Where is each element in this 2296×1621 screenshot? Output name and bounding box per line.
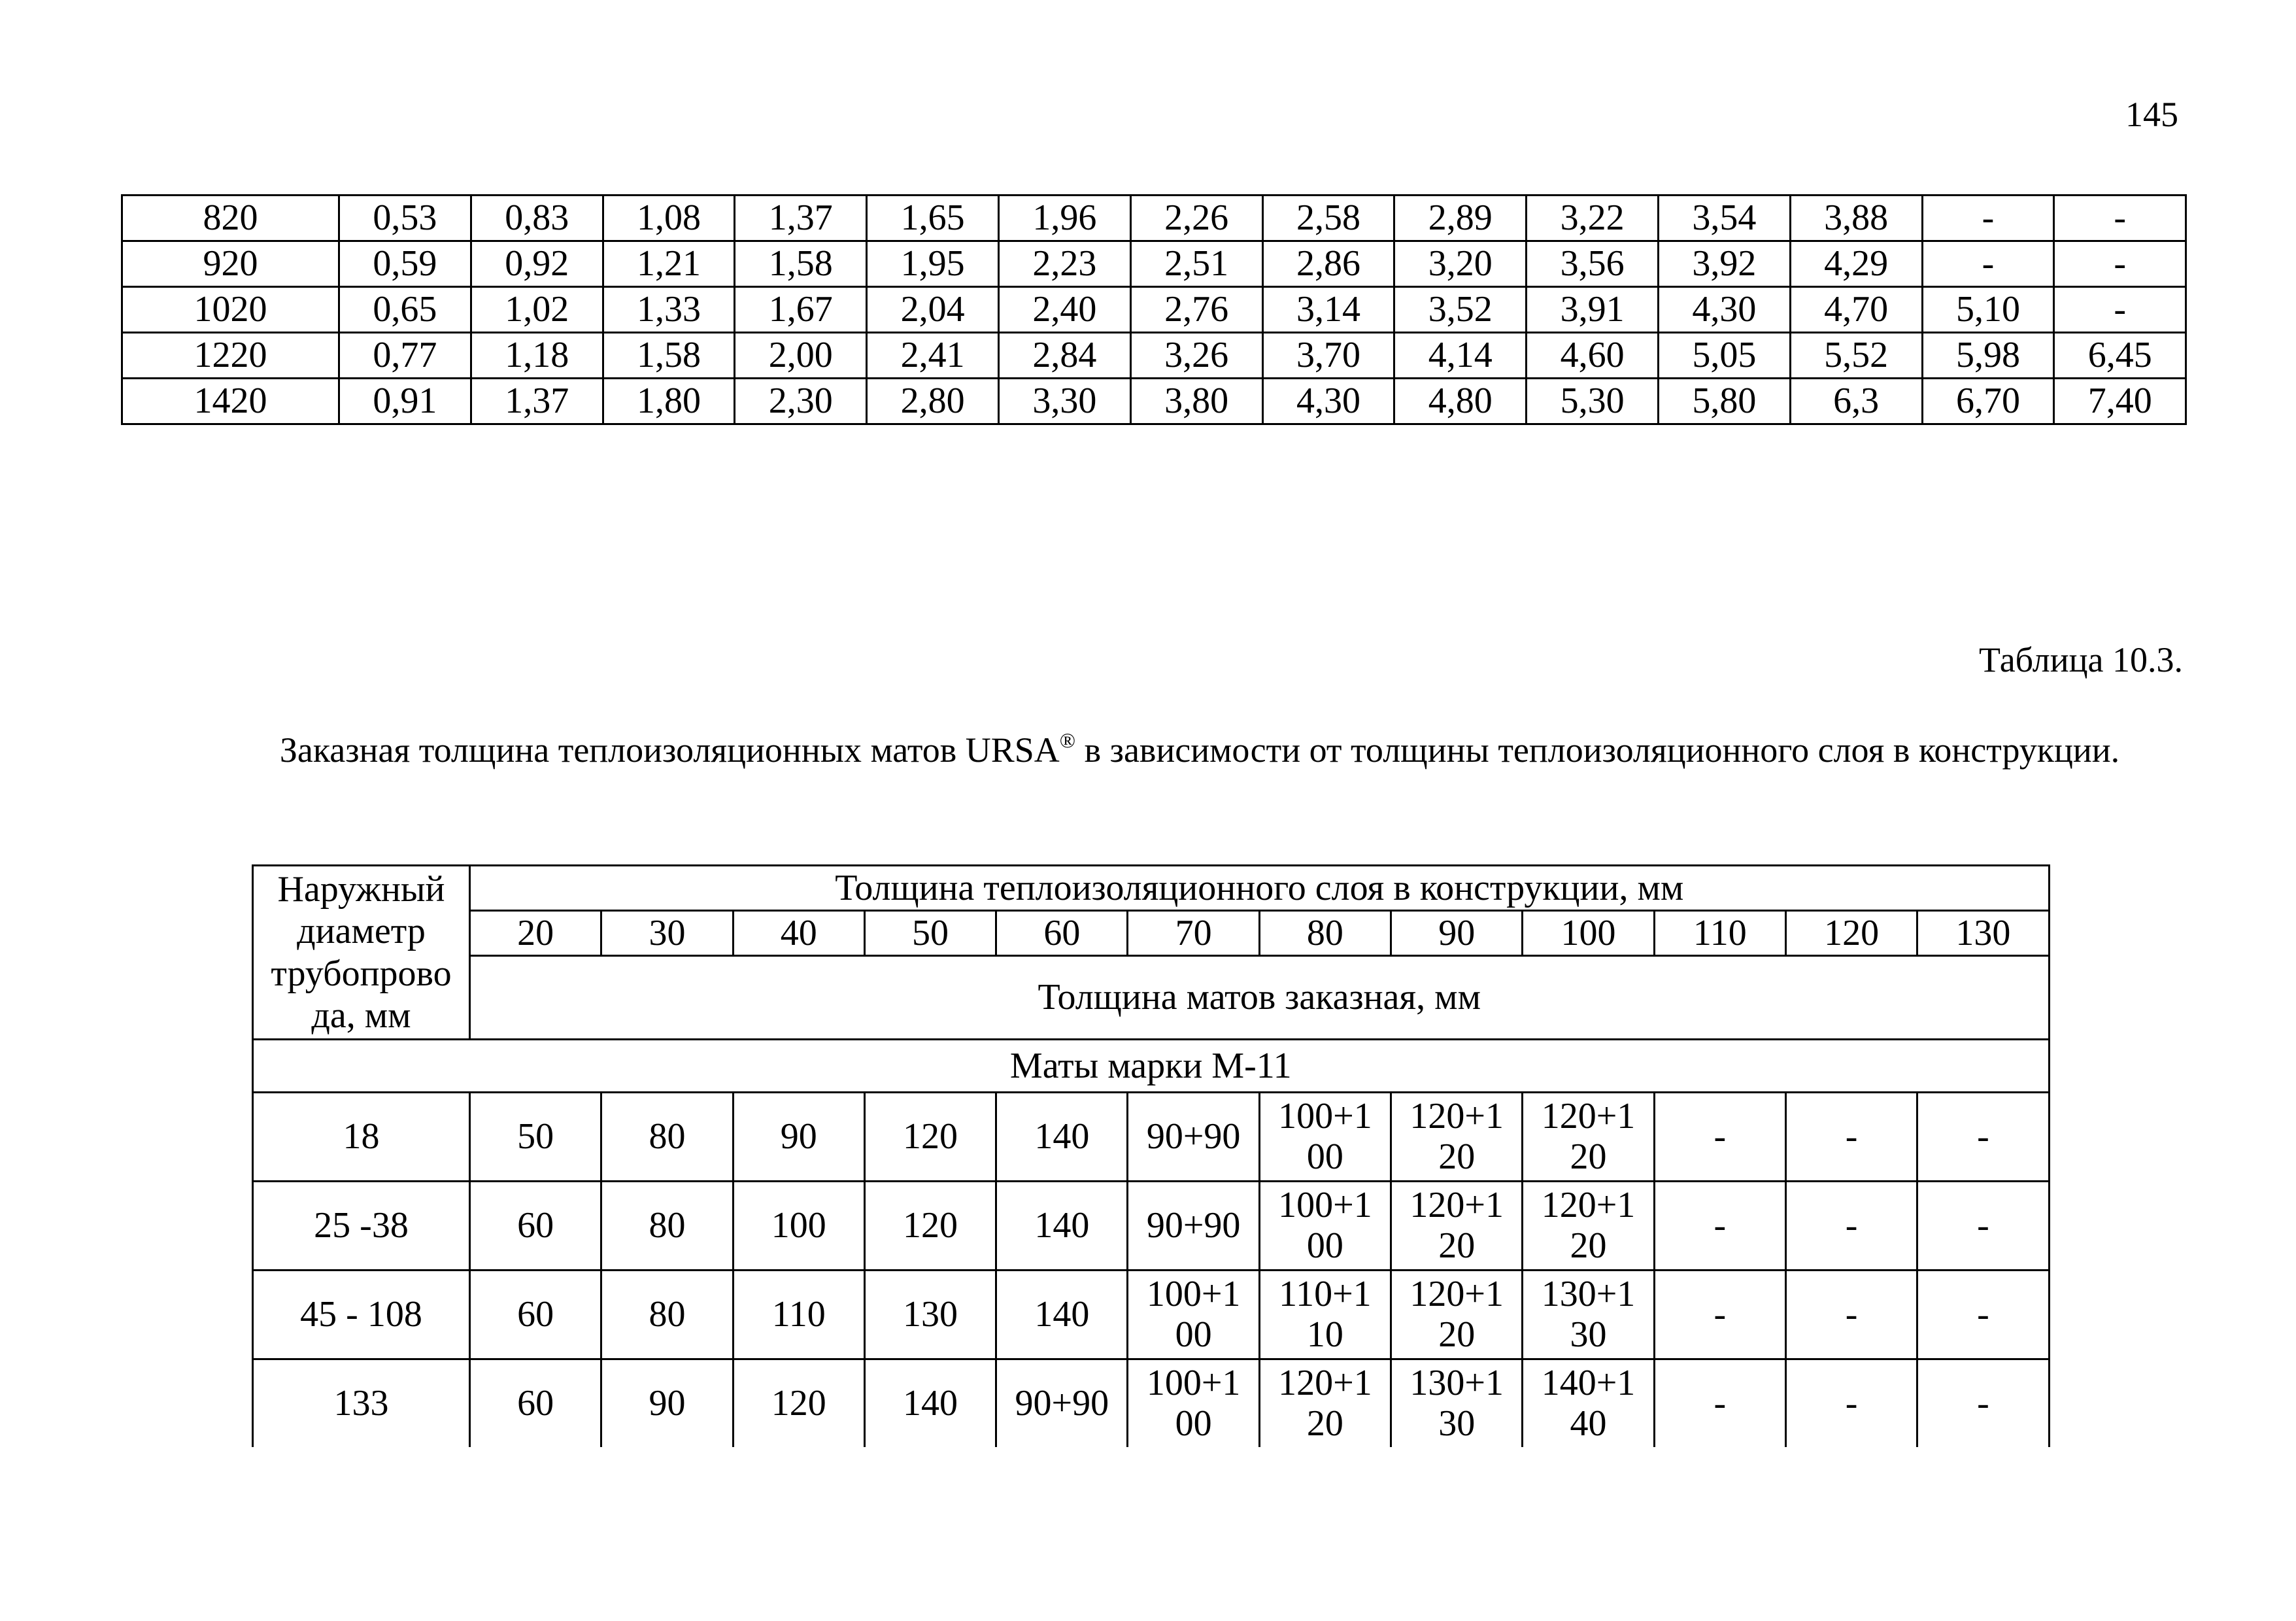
value-cell: 3,92 [1658,241,1790,287]
cell-text-line: 40 [1570,1403,1607,1444]
diameter-cell: 1220 [122,333,339,379]
mat-thickness-cell [1128,1271,1259,1359]
row-header-line: да, мм [311,995,411,1036]
mat-thickness-cell [1391,1182,1523,1271]
table-title [275,727,2125,774]
mat-thickness-cell [1128,1093,1259,1182]
mat-thickness-cell [601,1093,733,1182]
value-cell: 4,30 [1658,287,1790,333]
value-cell: 2,51 [1130,241,1262,287]
value-cell: 4,14 [1394,333,1527,379]
mat-thickness-cell [470,1093,601,1182]
mat-thickness-cell [1523,1271,1654,1359]
value-cell: 4,70 [1790,287,1922,333]
mat-thickness-cell [470,1271,601,1359]
value-cell: 3,70 [1262,333,1394,379]
value-cell: 1,96 [998,196,1130,241]
cell-text-line: - [1977,1382,1989,1424]
value-cell: 1,58 [603,333,735,379]
cell-text-line: 10 [1306,1314,1343,1355]
mat-thickness-cell [996,1271,1128,1359]
value-cell: 2,30 [735,379,867,424]
value-cell: 5,80 [1658,379,1790,424]
value-cell: 0,91 [339,379,471,424]
cell-text-line: 50 [517,1116,554,1157]
cell-text-line: 80 [649,1116,686,1157]
thickness-header-cell: 40 [733,911,864,956]
cell-text-line: 90 [780,1116,817,1157]
cell-text-line: 30 [1570,1314,1607,1355]
cell-text-line: 00 [1175,1314,1212,1355]
cell-text-line: - [1845,1382,1858,1424]
value-cell: 1,65 [867,196,999,241]
mat-thickness-cell [1391,1093,1523,1182]
header-row [253,866,2050,911]
row-header-line: Наружный [277,868,445,910]
value-cell: 6,45 [2054,333,2186,379]
value-cell: 3,56 [1527,241,1659,287]
value-cell: 0,59 [339,241,471,287]
cell-text-line: 90+90 [1146,1204,1241,1246]
section-row [253,1040,2050,1093]
mat-thickness-cell [1917,1271,2049,1359]
value-cell: 2,86 [1262,241,1394,287]
cell-text-line: 60 [517,1382,554,1424]
mat-thickness-cell [470,1182,601,1271]
value-cell: 0,53 [339,196,471,241]
mat-thickness-cell [1917,1182,2049,1271]
value-cell: 3,14 [1262,287,1394,333]
cell-text-line: 120+1 [1410,1095,1504,1136]
mat-thickness-cell [1785,1359,1917,1448]
cell-text-line: 130+1 [1541,1273,1636,1314]
value-cell: 5,10 [1922,287,2054,333]
mat-thickness-cell [1128,1359,1259,1448]
value-cell: 4,80 [1394,379,1527,424]
value-cell: 1,95 [867,241,999,287]
value-cell: 2,58 [1262,196,1394,241]
value-cell: 3,54 [1658,196,1790,241]
cell-text-line: 120 [903,1204,958,1246]
value-cell: - [2054,196,2186,241]
mat-thickness-cell [470,1359,601,1448]
mat-thickness-cell [1391,1271,1523,1359]
cell-text-line: 20 [1570,1225,1607,1266]
page-number: 145 [2125,95,2178,134]
mat-thickness-cell [1785,1182,1917,1271]
value-cell: 5,05 [1658,333,1790,379]
table-row [253,1271,2050,1359]
thickness-header-cell: 60 [996,911,1128,956]
thickness-header-cell: 30 [601,911,733,956]
table-row [253,1093,2050,1182]
mat-thickness-cell [733,1093,864,1182]
cell-text-line: 120+1 [1410,1184,1504,1225]
cell-text-line: 100+1 [1146,1362,1241,1403]
value-cell: 1,58 [735,241,867,287]
value-cell: 5,30 [1527,379,1659,424]
mat-thickness-cell [1654,1359,1785,1448]
value-cell: 2,80 [867,379,999,424]
value-cell: 2,23 [998,241,1130,287]
cell-text-line: 120 [771,1382,826,1424]
value-cell: 5,98 [1922,333,2054,379]
cell-text-line: - [1977,1116,1989,1157]
cell-text-line: 90+90 [1146,1116,1241,1157]
value-cell: 2,04 [867,287,999,333]
value-cell: - [2054,287,2186,333]
value-cell: 3,91 [1527,287,1659,333]
value-cell: 4,60 [1527,333,1659,379]
mat-thickness-cell [864,1271,996,1359]
mat-thickness-cell [1128,1182,1259,1271]
mat-thickness-cell [1917,1093,2049,1182]
value-cell: 2,40 [998,287,1130,333]
mat-thickness-cell [601,1359,733,1448]
cell-text-line: 140+1 [1541,1362,1636,1403]
cell-text-line: - [1714,1204,1727,1246]
thickness-header-cell: 70 [1128,911,1259,956]
cell-text-line: 100 [771,1204,826,1246]
cell-text-line: 120+1 [1541,1184,1636,1225]
value-cell: 7,40 [2054,379,2186,424]
value-cell: 4,30 [1262,379,1394,424]
cell-text-line: - [1714,1293,1727,1335]
table-row [122,379,2186,424]
registered-trademark-sign: ® [1059,728,1076,752]
value-cell: 0,77 [339,333,471,379]
value-cell: 1,67 [735,287,867,333]
mat-thickness-cell [601,1182,733,1271]
value-cell: 3,22 [1527,196,1659,241]
mat-thickness-cell [1259,1271,1391,1359]
table-row [122,196,2186,241]
diameter-column-header [253,866,470,1040]
diameter-cell: 18 [253,1093,470,1182]
thickness-header-cell: 50 [864,911,996,956]
ordered-mat-thickness-header: Толщина матов заказная, мм [470,956,2050,1040]
mat-thickness-cell [1259,1359,1391,1448]
table-title-rest: в зависимости от толщины теплоизоляционного слоя в конструкции. [1075,730,2120,770]
mat-thickness-cell [1785,1093,1917,1182]
cell-text-line: 00 [1306,1225,1343,1266]
mat-thickness-cell [733,1359,864,1448]
cell-text-line: - [1845,1293,1858,1335]
cell-text-line: 60 [517,1293,554,1335]
value-cell: 1,02 [471,287,603,333]
cell-text-line: 140 [1034,1116,1090,1157]
value-cell: 1,37 [471,379,603,424]
value-cell: 2,84 [998,333,1130,379]
sub-header-row [253,956,2050,1040]
cell-text-line: - [1845,1116,1858,1157]
cell-text-line: 120 [903,1116,958,1157]
mat-thickness-cell [1654,1093,1785,1182]
thickness-group-header: Толщина теплоизоляционного слоя в конструкции, мм [470,866,2050,911]
mat-thickness-cell [1391,1359,1523,1448]
thickness-header-cell: 100 [1523,911,1654,956]
cell-text-line: 130 [903,1293,958,1335]
mat-thickness-cell [1259,1182,1391,1271]
cell-text-line: 00 [1175,1403,1212,1444]
thickness-header-cell: 130 [1917,911,2049,956]
value-cell: 3,80 [1130,379,1262,424]
cell-text-line: 120+1 [1410,1273,1504,1314]
value-cell: 0,83 [471,196,603,241]
value-cell: 0,92 [471,241,603,287]
mat-thickness-cell [1259,1093,1391,1182]
cell-text-line: 140 [903,1382,958,1424]
value-cell: 3,52 [1394,287,1527,333]
cell-text-line: 80 [649,1293,686,1335]
cell-text-line: 120+1 [1278,1362,1372,1403]
value-cell: 2,76 [1130,287,1262,333]
cell-text-line: 20 [1438,1314,1476,1355]
table-label: Таблица 10.3. [1979,640,2183,679]
cell-text-line: 130+1 [1410,1362,1504,1403]
mat-thickness-cell [1654,1182,1785,1271]
cell-text-line: 80 [649,1204,686,1246]
mat-thickness-cell [996,1182,1128,1271]
cell-text-line: - [1977,1204,1989,1246]
value-cell: 3,30 [998,379,1130,424]
mat-thickness-cell [996,1093,1128,1182]
table-row [122,287,2186,333]
cell-text-line: 90+90 [1015,1382,1109,1424]
continuation-table [121,194,2187,425]
cell-text-line: 90 [649,1382,686,1424]
thickness-header-cell: 80 [1259,911,1391,956]
table-row [122,241,2186,287]
value-cell: - [1922,196,2054,241]
cell-text-line: 110+1 [1279,1273,1372,1314]
value-cell: 1,08 [603,196,735,241]
cell-text-line: 100+1 [1278,1184,1372,1225]
mat-thickness-table [252,864,2050,1447]
cell-text-line: 110 [771,1293,826,1335]
cell-text-line: 140 [1034,1204,1090,1246]
mat-thickness-cell [864,1093,996,1182]
value-cell: 1,18 [471,333,603,379]
mat-thickness-cell [1654,1271,1785,1359]
cell-text-line: 00 [1306,1136,1343,1177]
value-cell: 3,26 [1130,333,1262,379]
value-cell: 6,70 [1922,379,2054,424]
thickness-header-cell: 120 [1785,911,1917,956]
diameter-cell: 920 [122,241,339,287]
mat-thickness-cell [864,1359,996,1448]
mat-thickness-cell [601,1271,733,1359]
mat-thickness-cell [1523,1359,1654,1448]
value-cell: 0,65 [339,287,471,333]
cell-text-line: 140 [1034,1293,1090,1335]
mat-thickness-cell [1523,1182,1654,1271]
cell-text-line: - [1845,1204,1858,1246]
table-row [253,1182,2050,1271]
section-title: Маты марки М-11 [253,1040,2050,1093]
value-cell: - [2054,241,2186,287]
table-row [122,333,2186,379]
value-cell: 1,21 [603,241,735,287]
cell-text-line: 60 [517,1204,554,1246]
cell-text-line: - [1977,1293,1989,1335]
diameter-cell: 45 - 108 [253,1271,470,1359]
value-cell: 2,41 [867,333,999,379]
mat-thickness-cell [996,1359,1128,1448]
cell-text-line: 120+1 [1541,1095,1636,1136]
value-cell: 1,80 [603,379,735,424]
mat-thickness-cell [1917,1359,2049,1448]
cell-text-line: 20 [1438,1225,1476,1266]
value-cell: 5,52 [1790,333,1922,379]
mat-thickness-cell [1785,1271,1917,1359]
table-row [253,1359,2050,1448]
cell-text-line: - [1714,1116,1727,1157]
value-cell: 3,88 [1790,196,1922,241]
thickness-header-cell: 110 [1654,911,1785,956]
value-cell: 2,89 [1394,196,1527,241]
thickness-header-cell: 20 [470,911,601,956]
value-cell: 6,3 [1790,379,1922,424]
thickness-header-cell: 90 [1391,911,1523,956]
thickness-values-row [253,911,2050,956]
row-header-line: диаметр [297,911,426,952]
value-cell: 1,33 [603,287,735,333]
cell-text-line: 20 [1570,1136,1607,1177]
cell-text-line: 20 [1438,1136,1476,1177]
value-cell: 2,26 [1130,196,1262,241]
diameter-cell: 1020 [122,287,339,333]
cell-text-line: 20 [1306,1403,1343,1444]
table-title-main: Заказная толщина теплоизоляционных матов URSA [279,730,1060,770]
mat-thickness-cell [864,1182,996,1271]
mat-thickness-cell [1523,1093,1654,1182]
diameter-cell: 1420 [122,379,339,424]
diameter-cell: 820 [122,196,339,241]
mat-thickness-cell [733,1271,864,1359]
cell-text-line: 30 [1438,1403,1476,1444]
value-cell: 1,37 [735,196,867,241]
value-cell: 3,20 [1394,241,1527,287]
diameter-cell: 25 -38 [253,1182,470,1271]
value-cell: 4,29 [1790,241,1922,287]
value-cell: 2,00 [735,333,867,379]
value-cell: - [1922,241,2054,287]
mat-thickness-cell [733,1182,864,1271]
row-header-line: трубопрово [271,953,452,994]
cell-text-line: - [1714,1382,1727,1424]
diameter-cell: 133 [253,1359,470,1448]
cell-text-line: 100+1 [1278,1095,1372,1136]
cell-text-line: 100+1 [1146,1273,1241,1314]
